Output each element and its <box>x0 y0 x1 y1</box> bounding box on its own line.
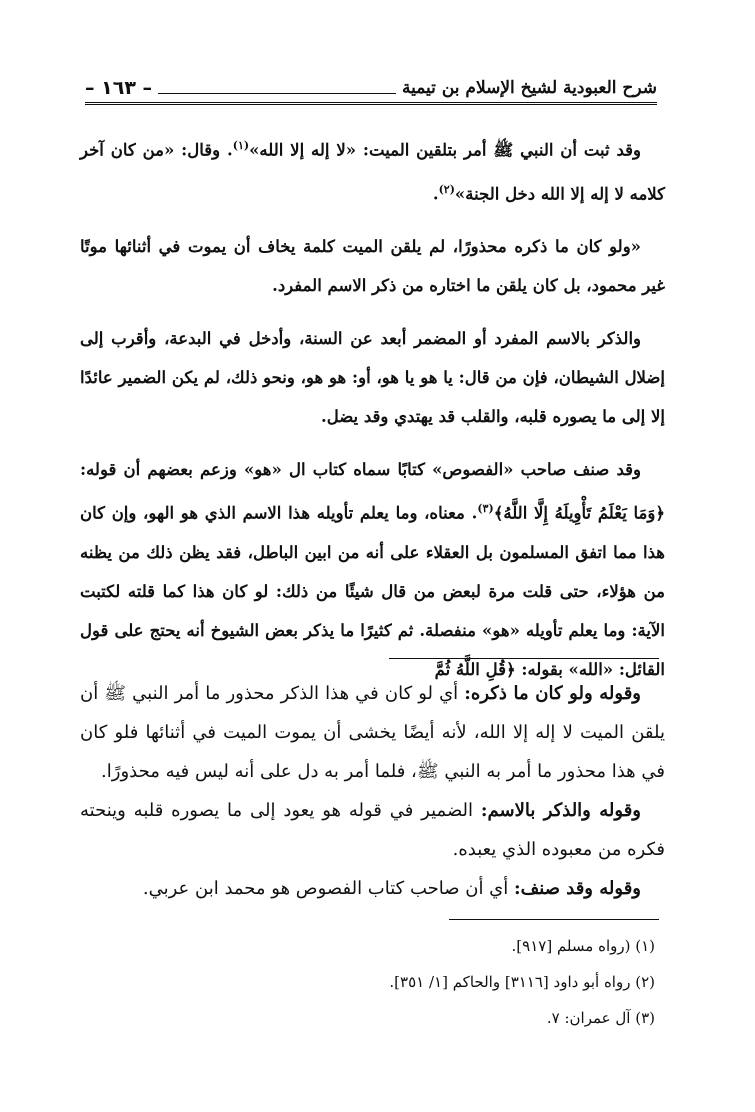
main-text <box>80 126 665 703</box>
paragraph-4-text-a: وقد صنف صاحب «الفصوص» كتابًا سماه كتاب ال «هو» وزعم بعضهم أن قوله: ﴿وَمَا يَعْلَمُ تَأْوِيلَهُ إِلَّا اللَّهُ﴾ <box>80 460 666 523</box>
footnote-separator <box>449 919 659 920</box>
book-title: شرح العبودية لشيخ الإسلام بن تيمية <box>401 78 657 98</box>
paragraph-1-text-c: . <box>432 184 439 203</box>
commentary-text: أي أن صاحب كتاب الفصوص هو محمد ابن عربي. <box>142 878 514 899</box>
commentary-lead: وقوله وقد صنف: <box>513 878 641 899</box>
page-number: – ١٦٣ – <box>85 77 153 99</box>
footnote-ref-3: (٣) <box>477 502 494 515</box>
commentary-separator <box>389 658 659 659</box>
commentary-item <box>80 869 665 908</box>
footnote-ref-2: (٢) <box>438 182 455 196</box>
footnote-1: (١) (رواه مسلم [٩١٧]. <box>511 937 655 955</box>
commentary-item <box>80 674 665 791</box>
commentary-lead: وقوله ولو كان ما ذكره: <box>464 683 642 704</box>
paragraph-1-text-a: وقد ثبت أن النبي ﷺ أمر بتلقين الميت: «لا إله إلا الله» <box>249 140 641 160</box>
footnote-2: (٢) رواه أبو داود [٣١١٦] والحاكم [١/ ٣٥١]. <box>389 973 655 991</box>
header-leader-line <box>158 93 396 94</box>
commentary-text: أي لو كان في هذا الذكر محذور ما أمر النبي ﷺ أن يلقن الميت لا إله إلا الله، لأنه أيضًا يخشى أن يموت الميت في أثنائها فلو كان في هذا محذور ما أمر به النبي ﷺ، فلما أمر به دل على أنه ليس فيه محذورًا. <box>80 683 665 782</box>
footnote-ref-1: (١) <box>232 139 250 152</box>
commentary-item <box>80 791 665 869</box>
header-rule <box>85 102 657 107</box>
paragraph-1 <box>80 126 665 213</box>
paragraph-4 <box>80 450 665 689</box>
commentary-text: الضمير في قوله هو يعود إلى ما يصوره قلبه وينحته فكره من معبوده الذي يعبده. <box>80 800 665 860</box>
commentary-lead: وقوله والذكر بالاسم: <box>480 800 641 821</box>
paragraph-3: والذكر بالاسم المفرد أو المضمر أبعد عن السنة، وأدخل في البدعة، وأقرب إلى إضلال الشيطان، فإن من قال: يا هو يا هو، أو: هو هو، ونحو ذلك، لم يكن الضمير عائدًا إلا إلى ما يصوره قلبه، والقلب قد يهتدي وقد يضل. <box>80 329 665 426</box>
footnotes <box>80 928 665 1036</box>
footnote-3: (٣) آل عمران: ٧. <box>546 1009 655 1027</box>
paragraph-2: «ولو كان ما ذكره محذورًا، لم يلقن الميت كلمة يخاف أن يموت في أثنائها موتًا غير محمود، بل كان يلقن ما اختاره من ذكر الاسم المفرد. <box>80 237 665 295</box>
paragraph-4-text-b: . معناه، وما يعلم تأويله هذا الاسم الذي هو الهو، وإن كان هذا مما اتفق المسلمون بل العقلاء على أنه من ابين الباطل، فقد يظن ذلك من يظنه من هؤلاء، حتى قلت مرة لبعض من قال شيئًا من ذلك: لو كان هذا كما قلته لكتبت الآية: وما يعلم تأويله «هو» منفصلة. ثم كثيرًا ما يذكر بعض الشيوخ أنه يحتج على قول القائل: «الله» بقوله: ﴿قُلِ اللَّهُ ثُمَّ <box>80 503 665 679</box>
running-header <box>85 62 657 102</box>
commentary <box>80 674 665 908</box>
paragraph-1-text-b: . وقال: «من كان آخر كلامه لا إله إلا الله دخل الجنة» <box>80 140 665 203</box>
